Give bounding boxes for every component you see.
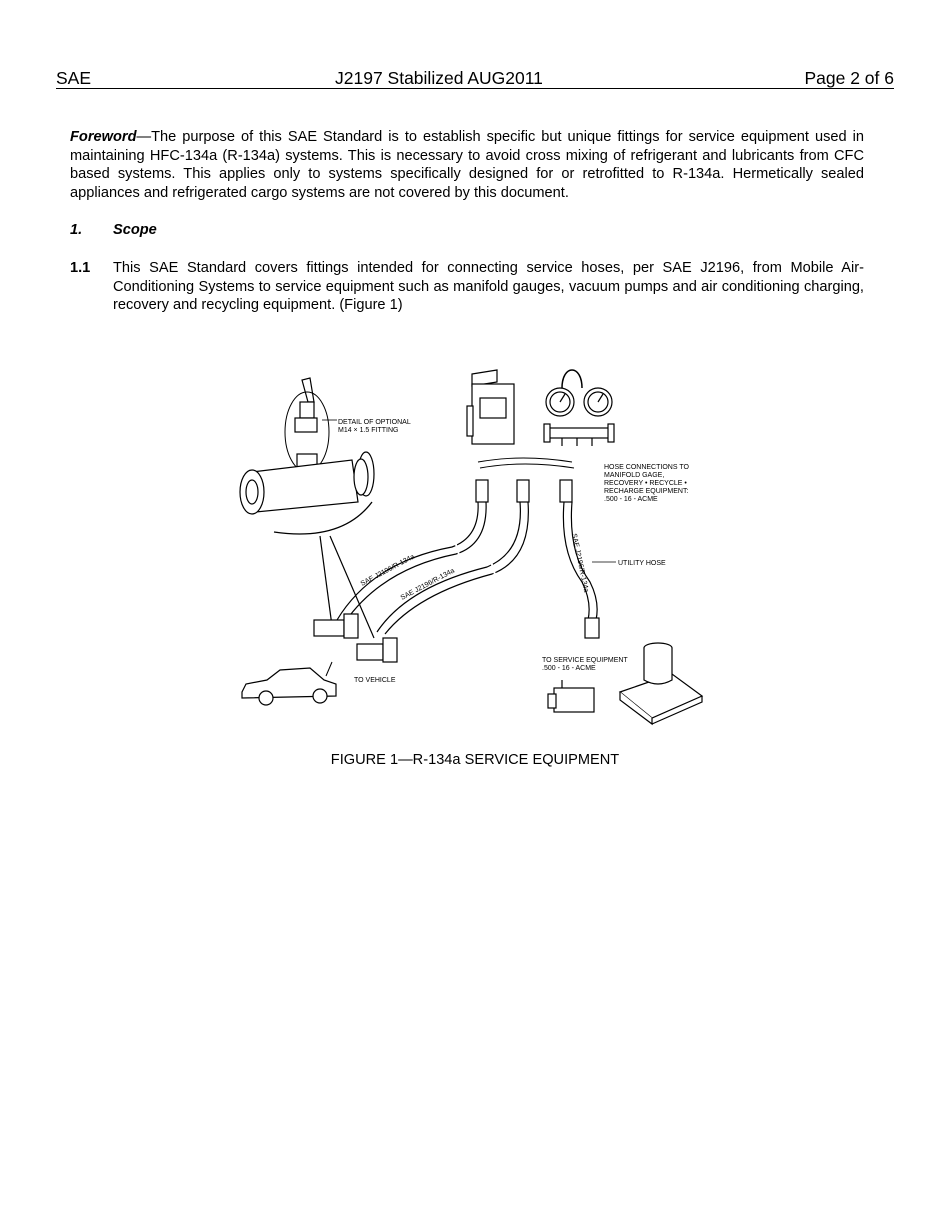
charging-scale-illustration bbox=[620, 643, 702, 724]
label-service-line2: .500 - 16 - ACME bbox=[542, 665, 596, 672]
subsection-number: 1.1 bbox=[70, 260, 91, 276]
hose-fitting-3 bbox=[560, 480, 572, 502]
vehicle-illustration bbox=[242, 662, 336, 705]
foreword-text: —The purpose of this SAE Standard is to establish specific but unique fittings for service equipment used in maintaining HFC-134a (R-134a) systems. This is necessary to avoid cross mixing of refrigerant and lubricants from CFC based systems. This applies only to systems specifically designed for or retrofitted to R-134a. Hermetically sealed appliances and refrigerated cargo systems are not covered by this document. bbox=[70, 129, 864, 201]
hose-fitting-1 bbox=[476, 480, 488, 502]
label-hose-line2: MANIFOLD GAGE, bbox=[604, 472, 665, 479]
label-hose-line1: HOSE CONNECTIONS TO bbox=[604, 464, 689, 471]
hose-print-1: SAE J2196/R-134a bbox=[359, 553, 416, 588]
header-document-id: J2197 Stabilized AUG2011 bbox=[335, 68, 543, 88]
subsection-text: This SAE Standard covers fittings intended for connecting service hoses, per SAE J2196, from Mobile Air-Conditioning Systems to service equipment such as manifold gauges, vacuum pumps and air conditioning charging, recovery and recycling equipment. (Figure 1) bbox=[113, 260, 864, 314]
hose-fitting-2 bbox=[517, 480, 529, 502]
section-number: 1. bbox=[70, 222, 83, 238]
label-hose-line5: .500 - 16 - ACME bbox=[604, 496, 658, 503]
recovery-machine-illustration bbox=[467, 370, 514, 444]
page-header bbox=[56, 68, 894, 89]
foreword-paragraph bbox=[70, 128, 864, 202]
section-title: Scope bbox=[113, 222, 157, 238]
vacuum-pump-illustration bbox=[548, 680, 594, 712]
hose-print-2: SAE J2196/R-134a bbox=[399, 567, 456, 602]
figure-service-equipment bbox=[232, 362, 712, 732]
header-org: SAE bbox=[56, 68, 92, 88]
label-to-vehicle: TO VEHICLE bbox=[354, 677, 396, 684]
label-hose-line4: RECHARGE EQUIPMENT: bbox=[604, 488, 689, 495]
manifold-gauge-illustration bbox=[544, 370, 614, 446]
label-hose-line3: RECOVERY • RECYCLE • bbox=[604, 480, 687, 487]
figure-caption: FIGURE 1—R-134a SERVICE EQUIPMENT bbox=[330, 752, 620, 768]
label-detail-line2: M14 × 1.5 FITTING bbox=[338, 427, 399, 434]
fitting-detail-illustration bbox=[240, 378, 374, 638]
header-page-number: Page 2 of 6 bbox=[804, 68, 894, 88]
label-detail-line1: DETAIL OF OPTIONAL bbox=[338, 419, 411, 426]
service-hoses-illustration bbox=[337, 502, 528, 634]
foreword-label: Foreword bbox=[70, 129, 137, 145]
utility-hose-illustration bbox=[563, 502, 616, 638]
label-utility-hose: UTILITY HOSE bbox=[618, 560, 666, 567]
label-service-line1: TO SERVICE EQUIPMENT bbox=[542, 657, 628, 664]
hose-print-utility: SAE J2196/R-134a bbox=[570, 532, 590, 594]
